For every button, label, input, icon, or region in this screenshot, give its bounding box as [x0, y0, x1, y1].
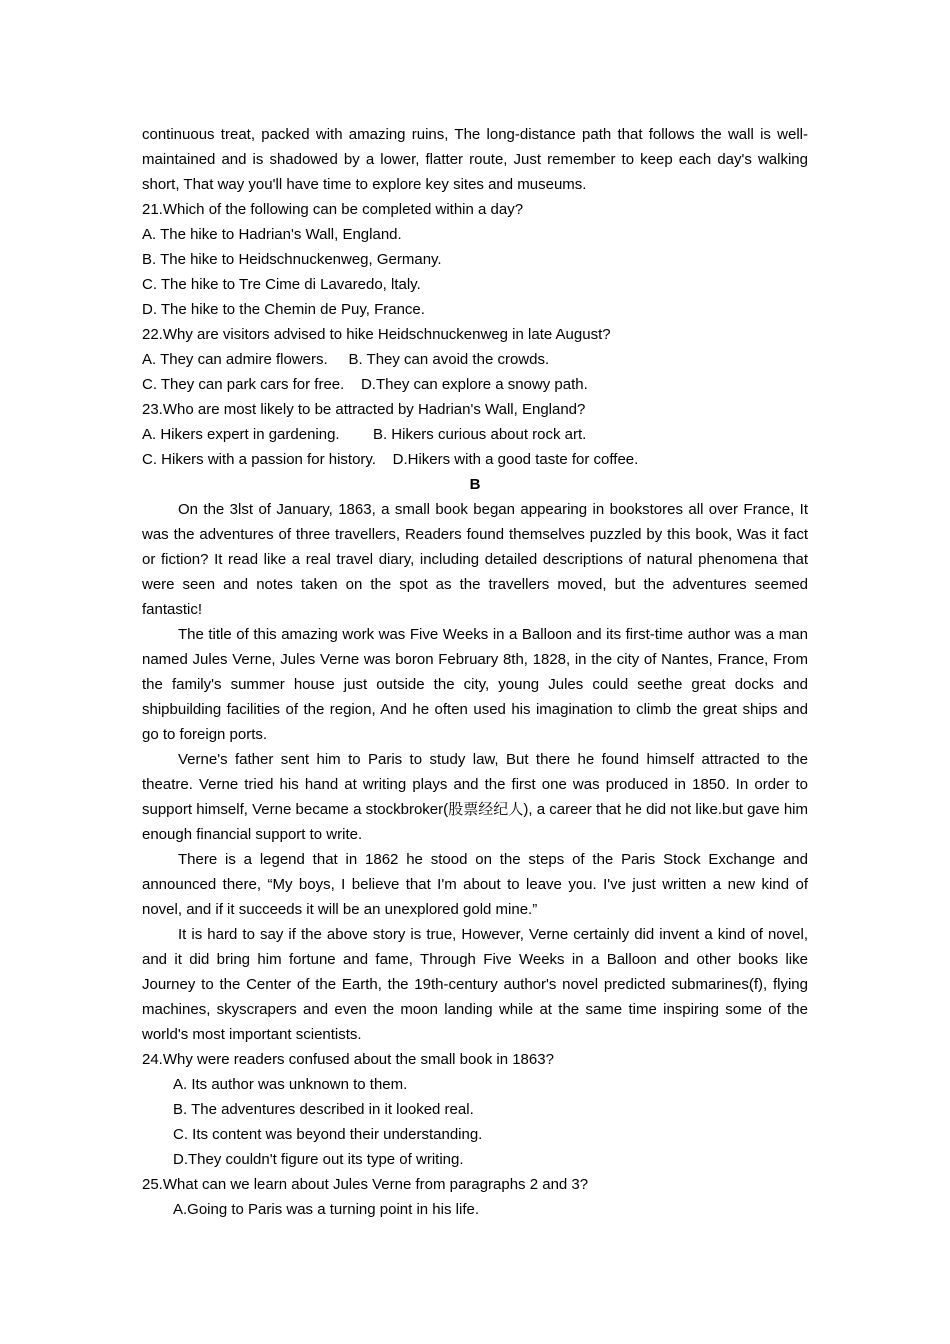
question-24-option-b: B. The adventures described in it looked real.	[173, 1101, 474, 1118]
question-24-option-c: C. Its content was beyond their understanding.	[173, 1126, 483, 1143]
question-24-stem: 24.Why were readers confused about the small book in 1863?	[142, 1051, 554, 1068]
section-b-label: B	[469, 476, 481, 493]
question-21-option-b: B. The hike to Heidschnuckenweg, Germany.	[142, 251, 442, 268]
section-b-paragraph-5: It is hard to say if the above story is true, However, Verne certainly did invent a kind of novel, and it did bring him fortune and fame, Through Five Weeks in a Balloon and other books like Journey to the Center of the Earth, the 19th-century author's novel predicted submarines(f), flying machines, skyscrapers and even the moon landing while at the same time inspiring some of the world's most important scientists.	[142, 926, 808, 1043]
document-body	[142, 122, 808, 1222]
chinese-gloss-stockbroker: 股票经纪人	[448, 800, 524, 818]
question-25-stem: 25.What can we learn about Jules Verne from paragraphs 2 and 3?	[142, 1176, 589, 1193]
question-21-option-c: C. The hike to Tre Cime di Lavaredo, ltaly.	[142, 276, 421, 293]
paragraph-3-text-before-gloss: Verne's father sent him to Paris to study law, But there he found himself attracted to the theatre. Verne tried his hand at writing plays and the first one was produced in 1850. In order to support himself, Verne became a stockbroker(	[142, 751, 808, 818]
section-b-paragraph-2: The title of this amazing work was Five Weeks in a Balloon and its first-time author was a man named Jules Verne, Jules Verne was boron February 8th, 1828, in the city of Nantes, France, From the family's summer house just outside the city, young Jules could seethe great docks and shipbuilding facilities of the region, And he often used his imagination to climb the great ships and go to foreign ports.	[142, 626, 808, 743]
section-b-paragraph-1: On the 3lst of January, 1863, a small book began appearing in bookstores all over France, It was the adventures of three travellers, Readers found themselves puzzled by this book, Was it fact or fiction? It read like a real travel diary, including detailed descriptions of natural phenomena that were seen and notes taken on the spot as the travellers moved, but the adventures seemed fantastic!	[142, 501, 808, 618]
question-21-option-d: D. The hike to the Chemin de Puy, France.	[142, 301, 425, 318]
question-22-option-row-2: C. They can park cars for free. D.They can explore a snowy path.	[142, 376, 588, 393]
question-22-stem: 22.Why are visitors advised to hike Heidschnuckenweg in late August?	[142, 326, 611, 343]
section-b-paragraph-3	[142, 747, 808, 847]
question-25-option-a: A.Going to Paris was a turning point in his life.	[173, 1201, 479, 1218]
question-21-option-a: A. The hike to Hadrian's Wall, England.	[142, 226, 402, 243]
question-21-stem: 21.Which of the following can be completed within a day?	[142, 201, 524, 218]
passage-a-tail-paragraph: continuous treat, packed with amazing ruins, The long-distance path that follows the wall is well-maintained and is shadowed by a lower, flatter route, Just remember to keep each day's walking short, That way you'll have time to explore key sites and museums.	[142, 126, 808, 193]
question-23-option-row-1: A. Hikers expert in gardening. B. Hikers curious about rock art.	[142, 426, 587, 443]
section-b-paragraph-4: There is a legend that in 1862 he stood on the steps of the Paris Stock Exchange and announced there, “My boys, I believe that I'm about to leave you. I've just written a new kind of novel, and if it succeeds it will be an unexplored gold mine.”	[142, 851, 808, 918]
question-23-stem: 23.Who are most likely to be attracted by Hadrian's Wall, England?	[142, 401, 586, 418]
question-24-option-d: D.They couldn't figure out its type of writing.	[173, 1151, 464, 1168]
question-23-option-row-2: C. Hikers with a passion for history. D.Hikers with a good taste for coffee.	[142, 451, 639, 468]
question-24-option-a: A. Its author was unknown to them.	[173, 1076, 408, 1093]
paragraph-3-text-after-gloss: ), a career that he did not like.but gave him enough financial support to write.	[142, 801, 808, 843]
question-22-option-row-1: A. They can admire flowers. B. They can avoid the crowds.	[142, 351, 550, 368]
